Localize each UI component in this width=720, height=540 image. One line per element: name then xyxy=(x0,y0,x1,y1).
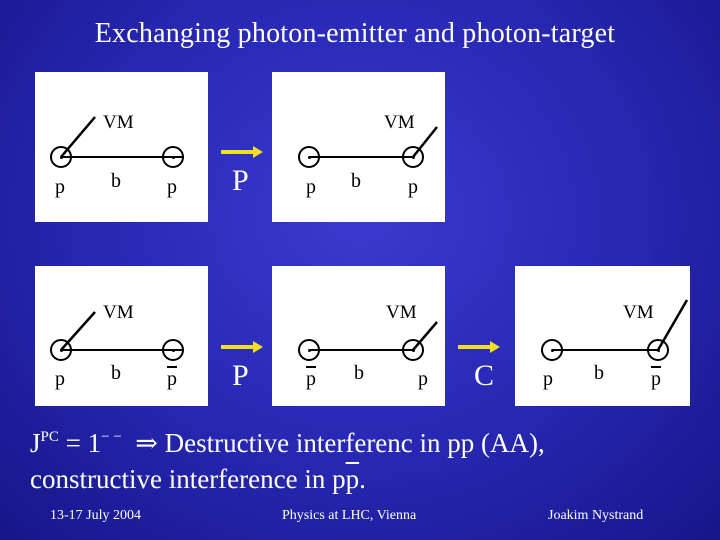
yellow-arrow-icon xyxy=(219,144,265,160)
p-label: p xyxy=(543,368,553,390)
minus-minus-superscript: − − xyxy=(101,429,122,445)
particle-circle xyxy=(647,339,669,361)
destructive-text: Destructive interferenc in pp (AA), xyxy=(157,428,545,458)
p-label: p xyxy=(167,176,177,198)
b-label: b xyxy=(111,362,121,384)
yellow-arrow-icon xyxy=(456,339,502,355)
diagram-lines xyxy=(515,266,690,406)
pc-superscript: PC xyxy=(40,429,59,445)
parity-operator-label: P xyxy=(232,164,249,197)
particle-circle xyxy=(402,146,424,168)
footer-event: Physics at LHC, Vienna xyxy=(282,508,417,523)
particle-circle xyxy=(541,339,563,361)
charge-conjugation-label: C xyxy=(474,359,495,392)
interference-statement-line1 xyxy=(30,428,545,459)
b-label: b xyxy=(594,362,604,384)
yellow-arrow-icon xyxy=(219,339,265,355)
j-symbol: J xyxy=(30,428,41,458)
particle-circle xyxy=(162,339,184,361)
particle-circle xyxy=(50,339,72,361)
vm-label: VM xyxy=(103,112,134,133)
particle-circle xyxy=(402,339,424,361)
period-text: . xyxy=(359,464,366,494)
constructive-text: constructive interference in p xyxy=(30,464,346,494)
vm-label: VM xyxy=(386,302,417,323)
p-label: p xyxy=(306,176,316,198)
antiproton-label: p xyxy=(651,368,661,390)
b-label: b xyxy=(354,362,364,384)
implies-icon: ⇒ xyxy=(135,428,158,458)
particle-circle xyxy=(162,146,184,168)
p-label: p xyxy=(55,176,65,198)
footer-author: Joakim Nystrand xyxy=(548,508,644,523)
eq-text: = 1 xyxy=(58,428,102,458)
particle-circle xyxy=(298,146,320,168)
vm-label: VM xyxy=(623,302,654,323)
footer-date: 13-17 July 2004 xyxy=(50,508,141,523)
diagram-bottom-right xyxy=(515,266,690,406)
p-label: p xyxy=(418,368,428,390)
antiproton-label: p xyxy=(306,368,316,390)
p-label: p xyxy=(408,176,418,198)
vm-label: VM xyxy=(103,302,134,323)
particle-circle xyxy=(298,339,320,361)
particle-circle xyxy=(50,146,72,168)
antiproton-text: p xyxy=(345,464,360,494)
b-label: b xyxy=(111,170,121,192)
diagram-bottom-middle xyxy=(272,266,445,406)
diagram-top-left xyxy=(35,72,208,222)
parity-operator-label: P xyxy=(232,359,249,392)
b-label: b xyxy=(351,170,361,192)
slide-title: Exchanging photon-emitter and photon-target xyxy=(94,18,616,49)
diagram-bottom-left xyxy=(35,266,208,406)
antiproton-label: p xyxy=(167,368,177,390)
interference-statement-line2 xyxy=(30,464,366,495)
diagram-top-right xyxy=(272,72,445,222)
p-label: p xyxy=(55,368,65,390)
vm-label: VM xyxy=(384,112,415,133)
